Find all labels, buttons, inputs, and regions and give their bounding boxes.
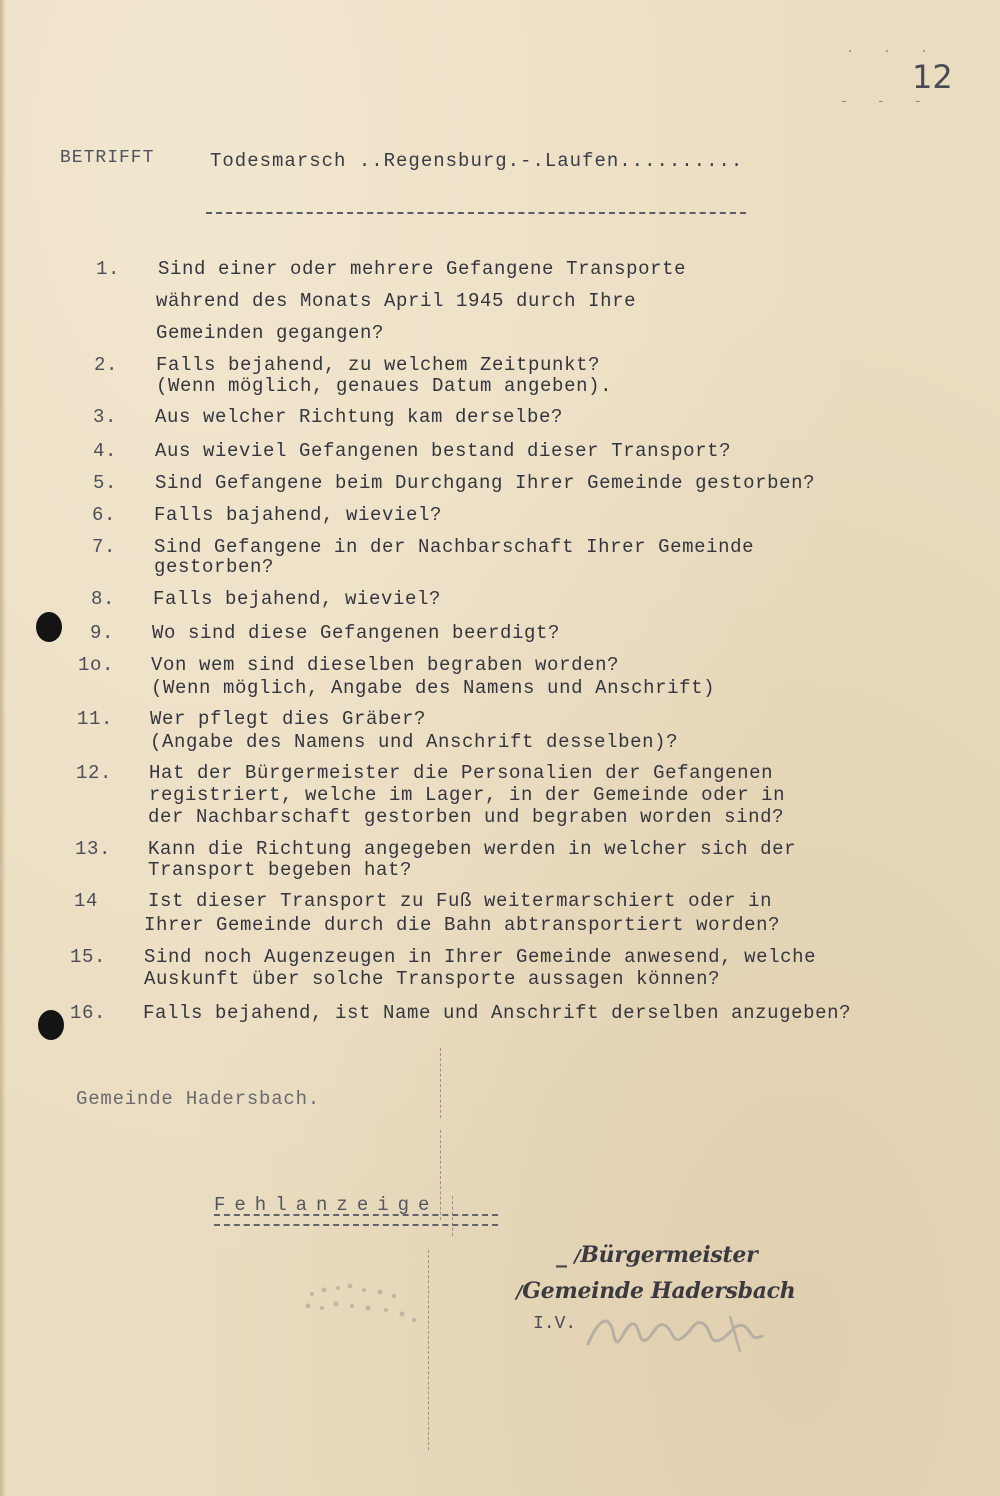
stamp-municipality: /Gemeinde Hadersbach: [516, 1278, 796, 1304]
question-number: 1o.: [78, 654, 115, 676]
signature-prefix: I.V.: [533, 1314, 577, 1334]
question-text: Aus wieviel Gefangenen bestand dieser Transport?: [155, 440, 732, 462]
question-text: Ihrer Gemeinde durch die Bahn abtransportiert worden?: [144, 914, 781, 936]
question-number: 11.: [77, 708, 114, 730]
question-number: 1.: [96, 258, 121, 280]
question-text: Falls bajahend, wieviel?: [154, 504, 443, 526]
question-text: gestorben?: [154, 556, 275, 578]
question-text: Hat der Bürgermeister die Personalien der Gefangenen: [149, 762, 774, 784]
stamp-line-2: Gemeinde Hadersbach: [522, 1278, 796, 1304]
stamp-line-1: Bürgermeister: [580, 1242, 758, 1268]
question-text: Aus welcher Richtung kam derselbe?: [155, 406, 564, 428]
municipality-name: Gemeinde Hadersbach.: [76, 1088, 321, 1110]
punch-hole: [36, 612, 62, 642]
fold-line: [452, 1196, 453, 1236]
question-text: (Angabe des Namens und Anschrift desselben)?: [150, 731, 679, 753]
question-number: 5.: [93, 472, 118, 494]
question-number: 2.: [94, 354, 119, 376]
answer-fehlanzeige: Fehlanzeige: [214, 1194, 439, 1216]
question-text: Von wem sind dieselben begraben worden?: [151, 654, 620, 676]
punch-hole: [38, 1010, 64, 1040]
faint-seal-stamp: [290, 1264, 430, 1334]
question-text: Falls bejahend, zu welchem Zeitpunkt?: [156, 354, 601, 376]
question-text: Kann die Richtung angegeben werden in welcher sich der: [148, 838, 797, 860]
fold-line: [440, 1130, 441, 1220]
question-text: Auskunft über solche Transporte aussagen können?: [144, 968, 721, 990]
faint-marks: · · ·: [846, 44, 939, 60]
question-number: 16.: [70, 1002, 107, 1024]
paper-edge: [0, 0, 6, 1496]
handwritten-signature: [580, 1296, 780, 1366]
question-text: Falls bejahend, ist Name und Anschrift derselben anzugeben?: [143, 1002, 852, 1024]
question-text: (Wenn möglich, genaues Datum angeben).: [156, 375, 613, 397]
question-text: Sind Gefangene beim Durchgang Ihrer Gemeinde gestorben?: [155, 472, 816, 494]
subject-value: Todesmarsch ..Regensburg.-.Laufen..........: [210, 150, 744, 172]
question-number: 6.: [92, 504, 117, 526]
question-number: 12.: [76, 762, 113, 784]
question-text: Sind Gefangene in der Nachbarschaft Ihrer Gemeinde: [154, 536, 755, 558]
question-text: der Nachbarschaft gestorben und begraben worden sind?: [148, 806, 785, 828]
fold-line: [440, 1048, 441, 1118]
answer-underline: [214, 1214, 498, 1216]
stamp-mayor: _ /Bürgermeister: [556, 1242, 758, 1268]
question-number: 3.: [93, 406, 118, 428]
question-text: Transport begeben hat?: [148, 859, 413, 881]
question-text: während des Monats April 1945 durch Ihre: [156, 290, 637, 312]
question-number: 15.: [70, 946, 107, 968]
faint-marks: - - -: [840, 94, 933, 110]
question-number: 9.: [90, 622, 115, 644]
question-number: 13.: [75, 838, 112, 860]
page-number: 12: [912, 58, 953, 96]
answer-underline: [214, 1224, 498, 1226]
subject-label: BETRIFFT: [60, 148, 155, 168]
question-number: 4.: [93, 440, 118, 462]
question-number: 7.: [92, 536, 117, 558]
question-number: 8.: [91, 588, 116, 610]
question-text: Ist dieser Transport zu Fuß weitermarschiert oder in: [148, 890, 773, 912]
question-text: (Wenn möglich, Angabe des Namens und Anschrift): [151, 677, 716, 699]
question-text: registriert, welche im Lager, in der Gemeinde oder in: [149, 784, 786, 806]
question-number: 14: [74, 890, 99, 912]
question-text: Sind noch Augenzeugen in Ihrer Gemeinde anwesend, welche: [144, 946, 817, 968]
question-text: Falls bejahend, wieviel?: [153, 588, 442, 610]
question-text: Wo sind diese Gefangenen beerdigt?: [152, 622, 561, 644]
question-text: Gemeinden gegangen?: [156, 322, 385, 344]
question-text: Wer pflegt dies Gräber?: [150, 708, 427, 730]
subject-underline: [206, 212, 746, 214]
question-text: Sind einer oder mehrere Gefangene Transporte: [158, 258, 687, 280]
